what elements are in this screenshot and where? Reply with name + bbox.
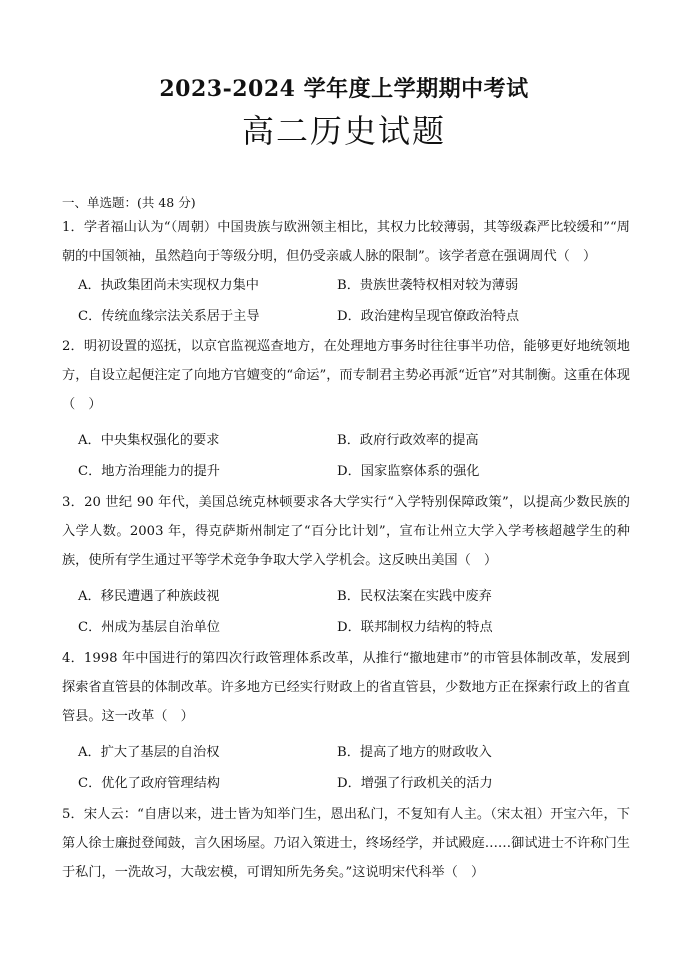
question-2-stem: 2．明初设置的巡抚，以京官监视巡查地方，在处理地方事务时往往事半功倍，能够更好地统领地方，自设立起便注定了向地方官嬗变的“命运”，而专制君主势必再派“近官”对其制衡。这重在体现（ ） [62, 339, 630, 412]
question-1-option-a[interactable]: A．执政集团尚未实现权力集中 [78, 278, 259, 293]
question-4-option-c[interactable]: C．优化了政府管理结构 [78, 776, 220, 791]
question-3-option-b[interactable]: B．民权法案在实践中废弃 [337, 589, 492, 604]
question-3-option-a[interactable]: A．移民遭遇了种族歧视 [78, 589, 220, 604]
question-4-option-d[interactable]: D．增强了行政机关的活力 [337, 776, 493, 791]
question-2-option-b[interactable]: B．政府行政效率的提高 [337, 433, 479, 448]
exam-subject-title: 高二历史试题 [241, 112, 446, 150]
question-3-stem: 3．20 世纪 90 年代，美国总统克林顿要求各大学实行“入学特别保障政策”，以提高少数民族的入学人数。2003 年，得克萨斯州制定了“百分比计划”，宣布让州立大学入学考核超越学生的种族，使所有学生通过平等学术竞争争取大学入学机会。这反映出美国（ ） [62, 495, 630, 568]
question-1-option-c[interactable]: C．传统血缘宗法关系居于主导 [78, 309, 260, 324]
question-3-option-d[interactable]: D．联邦制权力结构的特点 [337, 620, 493, 635]
question-2-option-d[interactable]: D．国家监察体系的强化 [337, 464, 480, 479]
question-2-option-c[interactable]: C．地方治理能力的提升 [78, 464, 220, 479]
exam-title: 2023-2024 学年度上学期期中考试 [159, 76, 529, 102]
section-heading: 一、单选题：(共 48 分) [62, 195, 196, 210]
question-1-option-b[interactable]: B．贵族世袭特权相对较为薄弱 [337, 278, 519, 293]
question-1-option-d[interactable]: D．政治建构呈现官僚政治特点 [337, 309, 520, 324]
question-4-option-b[interactable]: B．提高了地方的财政收入 [337, 745, 492, 760]
question-4-option-a[interactable]: A．扩大了基层的自治权 [78, 745, 220, 760]
question-2-option-a[interactable]: A．中央集权强化的要求 [78, 433, 220, 448]
question-4-stem: 4．1998 年中国进行的第四次行政管理体系改革，从推行“撤地建市”的市管县体制改革，发展到探索省直管县的体制改革。许多地方已经实行财政上的省直管县，少数地方正在探索行政上的省直管县。这一改革（ ） [62, 651, 630, 724]
question-5-stem: 5．宋人云：“自唐以来，进士皆为知举门生，恩出私门，不复知有人主。（宋太祖）开宝六年，下第人徐士廉挝登闻鼓，言久困场屋。乃诏入策进士，终场经学，并试殿庭……御试进士不许称门生于私门，一洗故习，大哉宏模，可谓知所先务矣。”这说明宋代科举（ ） [62, 807, 630, 880]
question-3-option-c[interactable]: C．州成为基层自治单位 [78, 620, 220, 635]
question-1-stem: 1．学者福山认为“（周朝）中国贵族与欧洲领主相比，其权力比较薄弱，其等级森严比较缓和”“周朝的中国领袖，虽然趋向于等级分明，但仍受亲戚人脉的限制”。该学者意在强调周代（ ） [62, 220, 630, 264]
